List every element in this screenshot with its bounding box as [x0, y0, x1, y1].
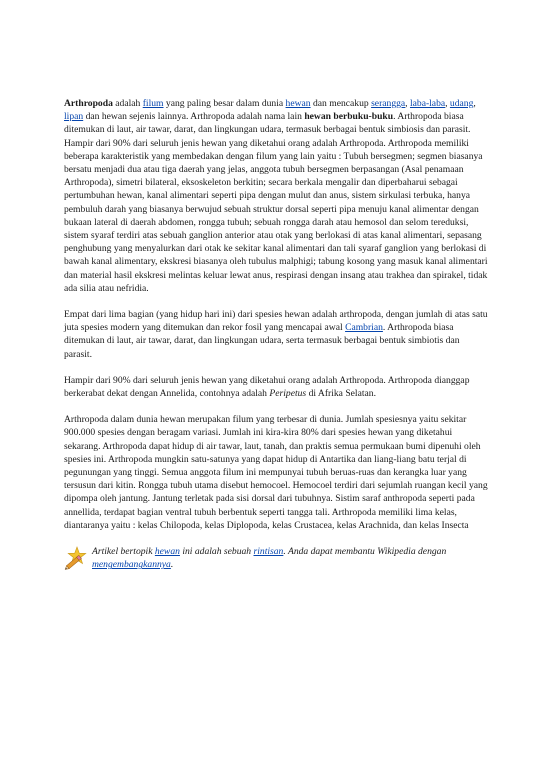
text-run: Hampir dari 90% dari seluruh jenis hewan yang diketahui orang adalah Arthropoda. Arthropoda dianggap berkerabat dekat dengan Annelida, contohnya adalah	[64, 374, 470, 400]
link-rintisan[interactable]: rintisan	[253, 546, 284, 558]
text-run: adalah	[112, 98, 143, 109]
text-run: ,	[405, 98, 410, 109]
text-run: di Afrika Selatan.	[306, 388, 376, 400]
paragraph-intro	[64, 97, 488, 295]
paragraph-species-count	[64, 308, 488, 361]
article-body	[64, 97, 488, 572]
stub-pencil-star-icon	[64, 546, 88, 570]
link-lipan[interactable]: lipan	[64, 111, 84, 123]
term-arthropoda: Arthropoda	[64, 98, 113, 109]
stub-notice	[64, 545, 488, 571]
term-hewan-berbuku-buku: hewan berbuku-buku	[304, 111, 394, 123]
text-run: ,	[473, 98, 476, 109]
link-cambrian[interactable]: Cambrian	[345, 322, 383, 334]
text-run: yang paling besar dalam dunia	[163, 98, 286, 109]
term-peripetus: Peripetus	[269, 388, 307, 400]
text-run: . Arthropoda biasa ditemukan di laut, air tawar, darat, dan lingkungan udara, serta termasuk berbagai bentuk simbiotis dan parasit.	[64, 322, 460, 360]
link-filum[interactable]: filum	[142, 98, 164, 109]
text-run: Empat dari lima bagian (yang hidup hari ini) dari spesies hewan adalah arthropoda, dengan jumlah di atas satu juta spesies modern yang ditemukan dan rekor fosil yang mencapai awal	[64, 309, 488, 334]
text-run: dan mencakup	[310, 98, 372, 109]
link-stub-hewan[interactable]: hewan	[154, 546, 180, 558]
link-laba-laba[interactable]: laba-laba	[409, 98, 446, 109]
link-serangga[interactable]: serangga	[371, 98, 406, 109]
link-udang[interactable]: udang	[449, 98, 474, 109]
paragraph-overview: Arthropoda dalam dunia hewan merupakan filum yang terbesar di dunia. Jumlah spesiesnya yaitu sekitar 900.000 spesies dengan beragam variasi. Jumlah ini kira-kira 80% dari spesies hewan yang diketahui sekarang. Arthropoda dapat hidup di air tawar, laut, tanah, dan praktis semua permukaan bumi dipenuhi oleh spesies ini. Arthropoda mungkin satu-satunya yang dapat hidup di Antartika dan liang-liang batu terjal di pegunungan yang tinggi. Semua anggota filum ini mempunyai tubuh beruas-ruas dan kerangka luar yang tersusun dari kitin. Rongga tubuh utama disebut hemocoel. Hemocoel terdiri dari sejumlah ruangan kecil yang dipompa oleh jantung. Jantung terletak pada sisi dorsal dari tubuhnya. Sistim saraf anthropoda seperti pada annellida, terdapat bagian ventral tubuh berbentuk seperti tangga tali. Arthropoda memiliki lima kelas, diantaranya yaitu : kelas Chilopoda, kelas Diplopoda, kelas Crustacea, kelas Arachnida, dan kelas Insecta	[64, 414, 488, 531]
text-run: dan hewan sejenis lainnya. Arthropoda adalah nama lain	[83, 111, 305, 123]
paragraph-relatives	[64, 374, 488, 400]
link-mengembangkannya[interactable]: mengembangkannya	[92, 559, 171, 571]
stub-text	[92, 545, 488, 571]
text-run: . Arthropoda biasa ditemukan di laut, air tawar, darat, dan lingkungan udara, termasuk berbagai bentuk simbiosis dan parasit. Hampir dari 90% dari seluruh jenis hewan yang diketahui orang adalah Arthropoda. Arthropoda memiliki beberapa karakteristik yang membedakan dengan filum yang lain yaitu : Tubuh bersegmen; segmen biasanya bersatu menjadi dua atau tiga daerah yang jelas, anggota tubuh bersegmen berpasangan (Asal penamaan Arthropoda), simetri bilateral, eksoskeleton berkitin; secara berkala mengalir dan diperbaharui sebagai pertumbuhan hewan, kanal alimentari seperti pipa dengan mulut dan anus, sistem sirkulasi terbuka, hanya pembuluh darah yang biasanya berwujud sebuah struktur dorsal seperti pipa menuju kanal alimentar dengan bukaan lateral di daerah abdomen, rongga tubuh; sebuah rongga darah atau hemosol dan selom tereduksi, sistem syaraf terdiri atas sebuah ganglion anterior atau otak yang berlokasi di atas kanal alimentari, sepasang penghubung yang menyalurkan dari otak ke sekitar kanal alimentari dan tali syaraf ganglion yang berlokasi di bawah kanal alimentary, ekskresi biasanya oleh tubulus malphigi; tabung kosong yang masuk kanal alimentari dan material hasil ekskresi melintas keluar lewat anus, respirasi dengan insang atau trakhea dan spirakel, tidak ada silia atau nefridia.	[64, 111, 488, 294]
link-hewan[interactable]: hewan	[285, 98, 311, 109]
text-run: ,	[445, 98, 450, 109]
text-run: ini adalah sebuah	[179, 546, 254, 558]
text-run: .	[170, 559, 174, 571]
text-run: Artikel bertopik	[92, 546, 155, 558]
text-run: . Anda dapat membantu Wikipedia dengan	[283, 546, 447, 558]
